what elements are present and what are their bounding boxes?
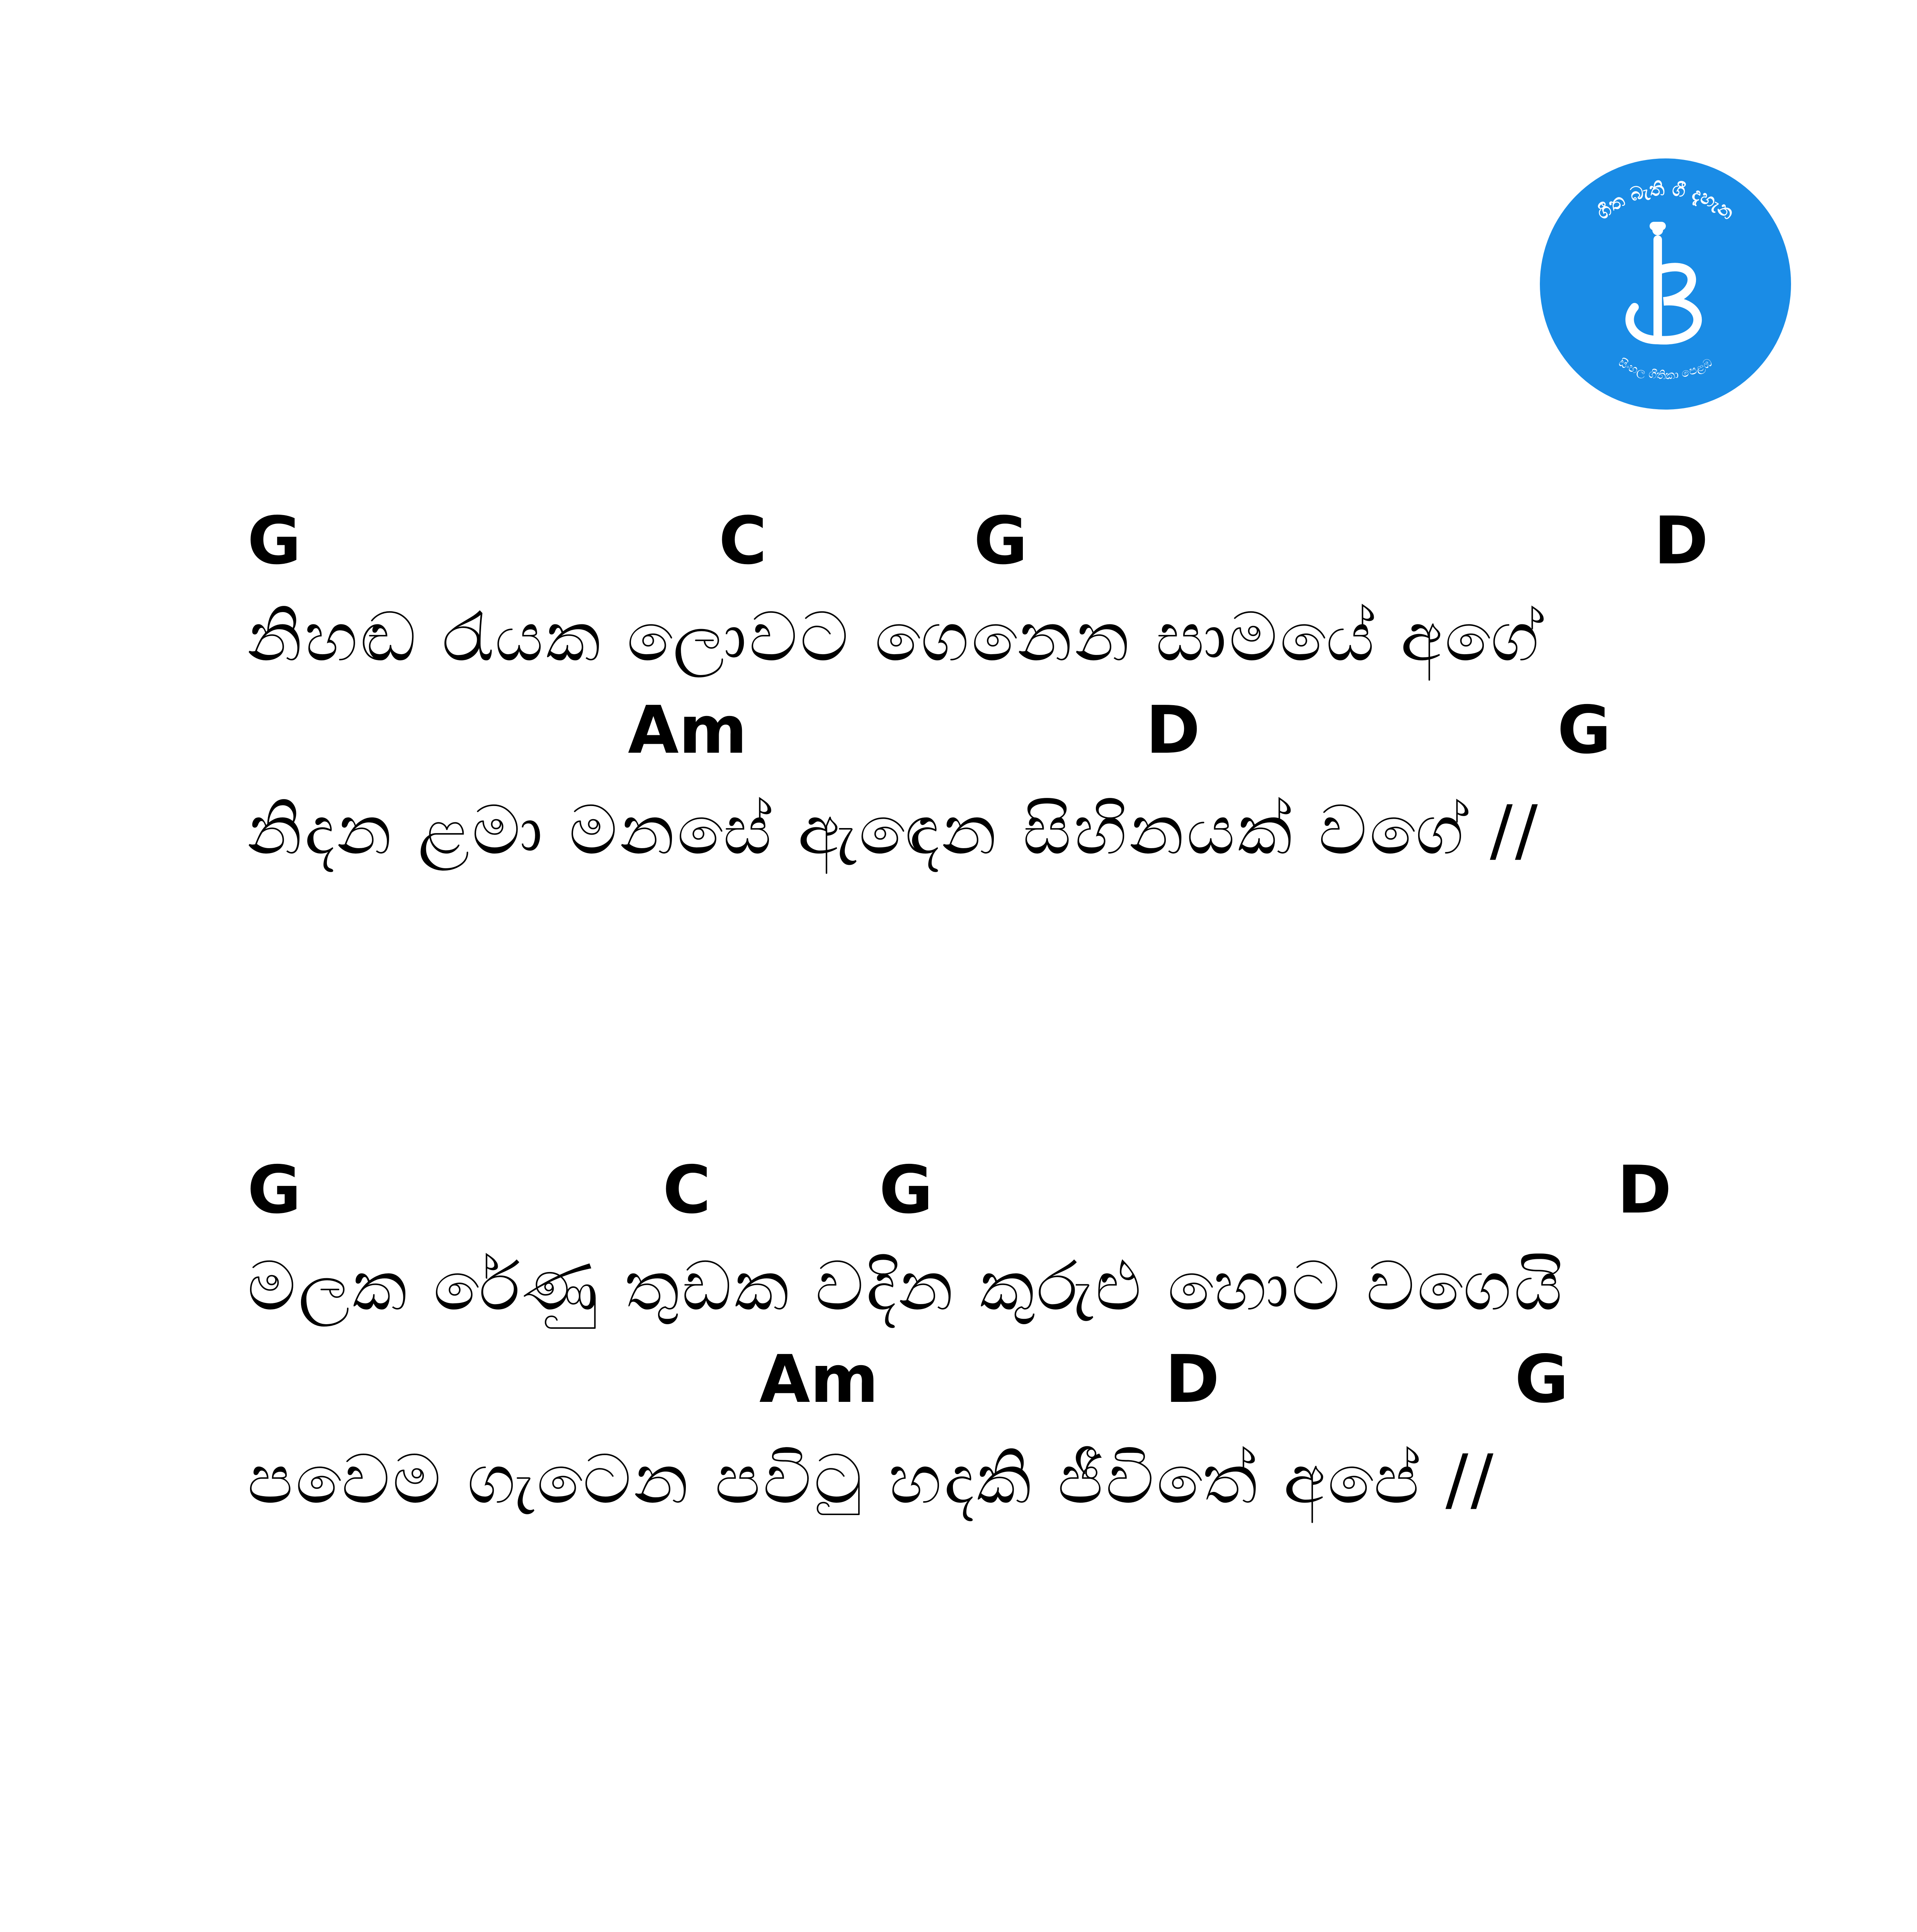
- chord: D: [1146, 692, 1201, 769]
- lyric-line: මලක රේණු තුඩක වදින කුරුළු හොට වගෙයි: [247, 1247, 1565, 1326]
- logo-arc-text-top: ගීත බැති ගී දැහැන: [1592, 178, 1739, 224]
- verse-2-lyric-1-row: [247, 1244, 1917, 1329]
- verse-1-lyric-2-row: [247, 788, 1917, 873]
- chord: G: [1557, 692, 1611, 769]
- lyric-line: නිදන ළමා මනසේ ඇඳෙන සිහිනයක් වගේ //: [247, 791, 1540, 870]
- verse-2-chords-2: [247, 1341, 1917, 1426]
- verse-2-chords-1: [247, 1151, 1917, 1236]
- guitar-head-icon: [1652, 224, 1663, 235]
- lyric-line: පවෙම ගැටෙන පවිටු හදකි ජීවිතේ අපේ //: [247, 1440, 1496, 1519]
- chord: G: [247, 503, 301, 579]
- chord: D: [1654, 503, 1709, 579]
- verse-1-chords-1: [247, 502, 1917, 587]
- chord: G: [1515, 1341, 1569, 1418]
- lyric-line: නිහඬ රැයක ලොවට ගෙනෙන සාමයේ අගේ: [247, 598, 1541, 677]
- chord: D: [1617, 1152, 1672, 1228]
- site-logo: [1540, 158, 1791, 410]
- verse-2-lyric-2-row: [247, 1437, 1917, 1522]
- chord: C: [719, 503, 767, 579]
- chord: Am: [628, 692, 747, 769]
- verse-1-chords-2: [247, 692, 1917, 777]
- logo-arc-text-bottom: සිංහල ගීතිකා පෙළඹ: [1616, 355, 1715, 383]
- chord: C: [663, 1152, 711, 1228]
- chord: Am: [759, 1341, 879, 1418]
- chord: G: [879, 1152, 933, 1228]
- verse-1-lyric-1-row: [247, 595, 1917, 680]
- chord: G: [247, 1152, 301, 1228]
- chord: G: [974, 503, 1028, 579]
- chord: D: [1165, 1341, 1220, 1418]
